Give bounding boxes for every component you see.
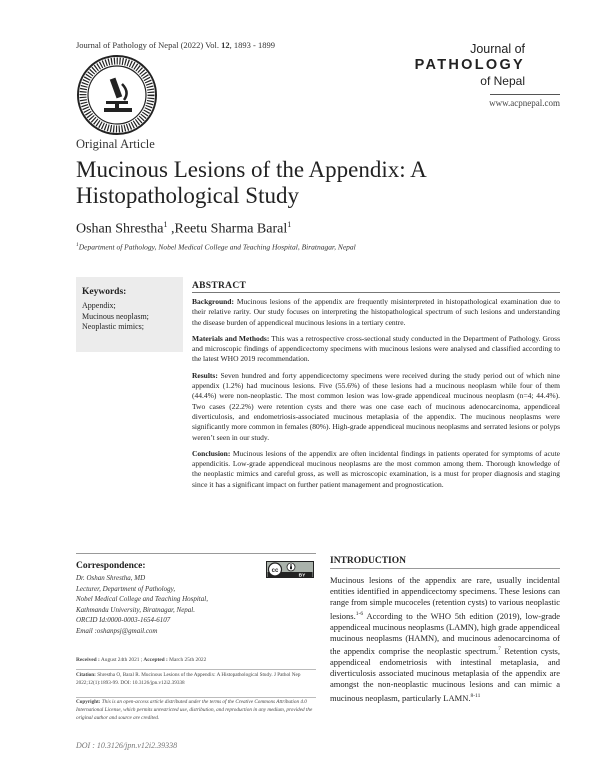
received-accepted-dates: Received : August 24th 2021 ; Accepted : March 25th 2022 xyxy=(76,657,207,663)
abstract-results: Results: Seven hundred and forty appendicectomy specimens were received during the study period out of which nine appendix (1.2%) had mucinous lesions. Five (55.6%) of these lesions had a mucinous neoplasm while four of them (44.4%) were non-neoplastic. The most common lesion was low-grade appendiceal mucinous neoplasm (n=4; 44.4%). Two cases (22.2%) were retention cysts and there was one case each of mucinous adenocarcinoma, appendiceal diverticulosis, and endometriosis-associated mucinous metaplasia of the appendix. The mucinous neoplasms were significantly more common in females (80%). High-grade appendiceal mucinous neoplasms and serrated lesions or polyps weren’t seen in our study. xyxy=(192,370,560,442)
introduction-heading: INTRODUCTION xyxy=(330,556,407,566)
keywords-heading: Keywords: xyxy=(82,287,127,297)
abstract-conclusion: Conclusion: Mucinous lesions of the appendix are often incidental findings in patients operated for symptoms of acute appendicitis. Low-grade appendiceal mucinous neoplasms are the most common among them. Thorough knowledge of the neoplastic mimics and careful gross, as well as microscopic examination, is a must for proper diagnosis and staging since it has a significant impact on further patient management and prognostication. xyxy=(192,448,560,489)
doi-footer[interactable]: DOI : 10.3126/jpn.v12i2.39338 xyxy=(76,741,178,750)
correspondence-line: ORCID Id:0000-0003-1654-6107 xyxy=(76,616,171,625)
journal-brand xyxy=(415,42,525,89)
abstract-background: Background: Mucinous lesions of the appendix are frequently misinterpreted in histopathological examination due to their relative rarity. Our study focuses on interpreting the histopathological spectrum of such lesions and understanding the disease burden of appendiceal mucinous lesions in a tertiary centre. xyxy=(192,297,560,327)
correspondence-heading: Correspondence: xyxy=(76,561,146,571)
svg-text:cc: cc xyxy=(271,568,279,574)
journal-website-link[interactable]: www.acpnepal.com xyxy=(489,98,560,108)
authors: Oshan Shrestha$^1$ ,Reetu Sharma Baral$^1$ xyxy=(76,220,292,237)
journal-logo xyxy=(76,54,158,136)
correspondence-line: Lecturer, Department of Pathology, xyxy=(76,584,176,593)
correspondence-line: Nobel Medical College and Teaching Hospital, xyxy=(76,595,208,604)
journal-citation-header: Journal of Pathology of Nepal (2022) Vol. 12, 1893 - 1899 xyxy=(76,40,275,50)
correspondence-details xyxy=(76,573,316,637)
abstract-methods: Materials and Methods: This was a retrospective cross-sectional study conducted in the Department of Pathology. Gross and microscopic findings of appendicectomy specimens with mucinous lesions were analysed and classified according to the latest WHO 2019 recommendation. xyxy=(192,333,561,364)
introduction-body: Mucinous lesions of the appendix are rare, usually incidental entities identified in appendicectomy specimens. These lesions can range from simple mucoceles (retention cysts) to various neoplastic lesions.$^{1-6}$ According to the WHO 5th edition (2019), low-grade appendiceal mucinous neoplasms (LAMN), high grade appendiceal mucinous neoplasms (HAMN), and mucinous adenocarcinoma of the appendix comprise the neoplastic spectrum.$^7$ Retention cysts, appendiceal endometriosis with intestinal metaplasia, and diverticulosis associated mucinous metaplasia of the appendix are amongst the non-neoplastic mucinous lesions and can mimic a mucinous neoplasm, particularly LAMN.$^{8-11}$ xyxy=(330,575,560,703)
brand-line1: Journal of xyxy=(470,42,525,56)
keyword-item: Neoplastic mimics; xyxy=(82,322,144,331)
header-divider xyxy=(490,94,560,95)
cc-by-text: BY xyxy=(298,573,306,578)
footer-divider xyxy=(76,697,316,698)
cc-by-license-icon[interactable] xyxy=(266,561,314,578)
article-title: Mucinous Lesions of the Appendix: A Histopathological Study xyxy=(76,157,426,208)
brand-line3: of Nepal xyxy=(480,74,525,88)
correspondence-divider xyxy=(76,553,316,554)
keywords-box xyxy=(76,277,183,352)
article-type: Original Article xyxy=(76,137,155,151)
correspondence-line: Kathmandu University, Biratnagar, Nepal. xyxy=(76,605,195,614)
affiliation: $^1$Department of Pathology, Nobel Medical College and Teaching Hospital, Biratnagar, Nepal xyxy=(76,242,356,252)
abstract-body xyxy=(192,297,560,496)
abstract-heading: ABSTRACT xyxy=(192,281,247,291)
citation-text: Citation: Shrestha O, Baral R. Mucinous Lesions of the Appendix: A Histopathological Study. J Pathol Nep 2022;12(1):1893-99. DOI: 10.3126/jpn.v12i2.39338 xyxy=(76,672,301,686)
correspondence-line: Dr. Oshan Shrestha, MD xyxy=(76,574,146,582)
keyword-item: Appendix; xyxy=(82,301,116,310)
introduction-divider xyxy=(330,568,560,569)
correspondence-email[interactable]: Email :oshanpsj@gmail.com xyxy=(76,626,158,635)
footer-divider xyxy=(76,669,316,670)
abstract-divider xyxy=(192,292,560,293)
copyright-text: Copyright: This is an open-access article distributed under the terms of the Creative Commons Attribution 4.0 International License, which permits unrestricted use, distribution, and reproduction in any medium, provided the original author and source are credited. xyxy=(76,699,313,721)
brand-line2: PATHOLOGY xyxy=(414,57,525,73)
keyword-item: Mucinous neoplasm; xyxy=(82,311,149,321)
